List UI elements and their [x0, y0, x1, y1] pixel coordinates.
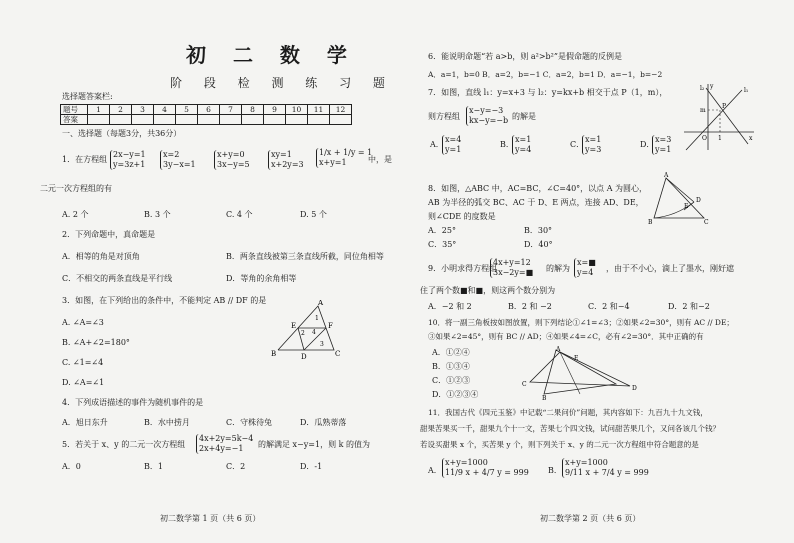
answer-table	[60, 104, 352, 125]
q11-stem-2: 甜果苦果买一千，甜果九个十一文，苦果七个四文钱，试问甜苦果几个，又问各该几个钱？	[420, 424, 720, 433]
table-cell: 12	[330, 105, 352, 115]
q3-option-b[interactable]: B. ∠A+∠2=180°	[62, 338, 130, 347]
svg-text:P: P	[722, 103, 727, 110]
svg-text:B: B	[648, 219, 653, 226]
q5-tail: 的解满足 x−y=1，则 k 的值为	[258, 440, 371, 449]
answer-cell[interactable]	[198, 115, 220, 125]
q9-option-c[interactable]: C．2 和−4	[588, 302, 630, 311]
q10-stem-1: 10．将一副三角板按如图放置，则下列结论①∠1=∠3；②如果∠2=30°，则有 AC // DE；	[428, 318, 734, 327]
q8-option-b[interactable]: B．30°	[524, 226, 553, 235]
q4-option-b[interactable]: B．水中捞月	[144, 418, 190, 427]
q2-option-c[interactable]: C．不相交的两条直线是平行线	[62, 274, 173, 283]
q3-triangle-figure	[268, 300, 348, 360]
q5-option-d[interactable]: D．-1	[300, 462, 323, 471]
table-cell: 10	[286, 105, 308, 115]
q7-graph-figure	[682, 82, 756, 152]
q8-triangle-figure	[646, 172, 726, 228]
q1-option-c[interactable]: C. 4 个	[226, 210, 253, 219]
q6-stem: 6．能说明命题“若 a>b，则 a²>b²”是假命题的反例是	[428, 52, 622, 61]
q10-option-c[interactable]: C．①②③	[432, 376, 471, 385]
answer-table-caption: 选择题答案栏:	[62, 92, 113, 101]
q11-stem-3: 若设买甜果 x 个，买苦果 y 个，则下列关于 x、y 的二元一次方程组中符合题意的是	[420, 440, 699, 449]
answer-cell[interactable]	[176, 115, 198, 125]
page-footer: 初二数学第 2 页（共 6 页）	[540, 514, 641, 523]
svg-text:l₁: l₁	[744, 87, 749, 94]
page-footer: 初二数学第 1 页（共 6 页）	[160, 514, 261, 523]
table-cell: 3	[132, 105, 154, 115]
q8-option-a[interactable]: A．25°	[428, 226, 456, 235]
q11-stem-1: 11．我国古代《四元玉鉴》中记载“二果问价”问题，其内容如下：九百九十九文钱，	[428, 408, 708, 417]
svg-text:B: B	[271, 350, 277, 358]
svg-text:D: D	[632, 385, 637, 392]
q8-stem-2: AB 为半径的弧交 BC、AC 于 D、E 两点，连接 AD、DE，	[428, 198, 644, 207]
svg-text:C: C	[522, 381, 527, 388]
q1-stem: 1．在方程组	[62, 155, 108, 164]
q9-stem: 9．小明求得方程组	[428, 264, 498, 273]
table-cell: 7	[220, 105, 242, 115]
q10-set-square-figure	[520, 346, 640, 402]
q9-system: 4x+y=12 3x−2y=■	[490, 258, 533, 278]
svg-text:E: E	[574, 355, 579, 362]
q7-label-b[interactable]: B．	[500, 140, 514, 149]
q9-option-d[interactable]: D．2 和−2	[668, 302, 710, 311]
q2-option-d[interactable]: D．等角的余角相等	[226, 274, 297, 283]
q11-label-a[interactable]: A．	[428, 466, 442, 475]
svg-text:A: A	[556, 346, 561, 353]
q8-option-c[interactable]: C．35°	[428, 240, 457, 249]
q11-label-b[interactable]: B．	[548, 466, 562, 475]
q1-system-1: 2x−y=1 y=3z+1	[110, 150, 146, 170]
q9-continuation: 住了两个数■和■，则这两个数分别为	[420, 286, 556, 295]
svg-text:C: C	[335, 350, 341, 358]
exam-subtitle: 阶 段 检 测 练 习 题	[170, 76, 394, 90]
svg-text:y: y	[710, 83, 714, 90]
q7-option-b[interactable]: x=1 y=4	[512, 135, 531, 155]
q1-continuation: 二元一次方程组的有	[40, 184, 112, 193]
q4-stem: 4．下列成语描述的事件为随机事件的是	[62, 398, 204, 407]
answer-cell[interactable]	[330, 115, 352, 125]
q1-tail: 中，是	[368, 155, 392, 164]
answer-table-header-row	[61, 105, 352, 115]
svg-text:1: 1	[718, 135, 722, 142]
q10-option-d[interactable]: D．①②③④	[432, 390, 479, 399]
answer-cell[interactable]	[242, 115, 264, 125]
svg-text:1: 1	[315, 315, 319, 322]
table-cell: 题号	[61, 105, 88, 115]
svg-text:C: C	[704, 219, 709, 226]
table-cell: 2	[110, 105, 132, 115]
table-cell: 4	[154, 105, 176, 115]
q11-option-a[interactable]: x+y=1000 11/9 x + 4/7 y = 999	[442, 458, 529, 478]
svg-text:m: m	[700, 107, 706, 114]
q10-option-b[interactable]: B．①③④	[432, 362, 470, 371]
svg-text:D: D	[301, 353, 307, 360]
q5-stem: 5．若关于 x、y 的二元一次方程组	[62, 440, 186, 449]
q1-system-2: x=2 3y−x=1	[160, 150, 196, 170]
q5-system: 4x+2y=5k−4 2x+4y=−1	[196, 434, 253, 454]
svg-text:O: O	[702, 135, 707, 142]
svg-text:A: A	[318, 300, 324, 307]
q7-stem: 7．如图，直线 l₁：y=x+3 与 l₂：y=kx+b 相交于点 P（1，m），	[428, 88, 668, 97]
q6-options[interactable]: A．a=1，b=0 B．a=2，b=−1 C．a=2，b=1 D．a=−1，b=−2	[428, 70, 663, 79]
q11-option-b[interactable]: x+y=1000 9/11 x + 7/4 y = 999	[562, 458, 649, 478]
q1-option-b[interactable]: B. 3 个	[144, 210, 171, 219]
q8-option-d[interactable]: D．40°	[524, 240, 553, 249]
svg-text:A: A	[664, 172, 669, 179]
q5-option-b[interactable]: B．1	[144, 462, 163, 471]
q10-stem-2: ③如果∠2=45°，则有 BC // AD；④如果∠4=∠C，必有∠2=30°．其中正确的有	[428, 332, 704, 341]
table-cell: 11	[308, 105, 330, 115]
svg-text:x: x	[749, 135, 753, 142]
q8-stem-1: 8．如图，△ABC 中，AC=BC，∠C=40°，以点 A 为圆心，	[428, 184, 648, 193]
answer-cell[interactable]	[154, 115, 176, 125]
svg-text:l₂: l₂	[700, 85, 705, 92]
svg-text:B: B	[542, 395, 547, 402]
q3-option-a[interactable]: A. ∠A=∠3	[62, 318, 104, 327]
answer-table-answer-row	[61, 115, 352, 125]
q7-option-c[interactable]: x=1 y=3	[582, 135, 601, 155]
svg-text:E: E	[291, 322, 297, 330]
answer-cell[interactable]	[308, 115, 330, 125]
q9-tail: ，由于不小心，滴上了墨水，刚好遮	[606, 264, 734, 273]
table-cell: 5	[176, 105, 198, 115]
table-cell: 8	[242, 105, 264, 115]
q7-option-a[interactable]: x=4 y=1	[442, 135, 461, 155]
q7-system: x−y=−3 kx−y=−b	[466, 106, 508, 126]
section-heading: 一、选择题（每题3分，共36分）	[62, 129, 182, 138]
table-cell: 9	[264, 105, 286, 115]
q7-continuation-2: 的解是	[512, 112, 536, 121]
q2-option-b[interactable]: B．两条直线被第三条直线所截，同位角相等	[226, 252, 384, 261]
q9-solution: x=■ y=4	[574, 258, 596, 278]
q9-mid: 的解为	[546, 264, 570, 273]
answer-cell[interactable]	[220, 115, 242, 125]
svg-text:3: 3	[320, 341, 324, 348]
svg-text:D: D	[696, 197, 701, 204]
q4-option-a[interactable]: A．旭日东升	[62, 418, 108, 427]
q3-stem: 3．如图，在下列给出的条件中，不能判定 AB // DF 的是	[62, 296, 267, 305]
q2-option-a[interactable]: A．相等的角是对顶角	[62, 252, 140, 261]
q3-option-d[interactable]: D. ∠A=∠1	[62, 378, 105, 387]
table-cell: 6	[198, 105, 220, 115]
table-cell: 1	[88, 105, 110, 115]
svg-text:4: 4	[312, 329, 316, 336]
q9-option-a[interactable]: A．−2 和 2	[428, 302, 472, 311]
q1-option-d[interactable]: D. 5 个	[300, 210, 327, 219]
q1-option-a[interactable]: A. 2 个	[62, 210, 89, 219]
q10-option-a[interactable]: A．①②④	[432, 348, 470, 357]
svg-text:2: 2	[301, 330, 305, 337]
q7-label-a[interactable]: A．	[430, 140, 444, 149]
q5-option-a[interactable]: A．0	[62, 462, 81, 471]
q7-option-d[interactable]: x=3 y=1	[652, 135, 671, 155]
answer-cell[interactable]	[110, 115, 132, 125]
q8-stem-3: 则∠CDE 的度数是	[428, 212, 496, 221]
q5-option-c[interactable]: C．2	[226, 462, 246, 471]
answer-cell[interactable]	[264, 115, 286, 125]
page-right	[420, 0, 794, 543]
answer-cell[interactable]	[132, 115, 154, 125]
table-cell: 答案	[61, 115, 88, 125]
q3-option-c[interactable]: C. ∠1=∠4	[62, 358, 104, 367]
q9-option-b[interactable]: B．2 和 −2	[508, 302, 552, 311]
q7-label-c[interactable]: C．	[570, 140, 585, 149]
q1-system-3: x+y=0 3x−y=5	[214, 150, 250, 170]
q1-system-5: 1/x + 1/y = 1 x+y=1	[316, 148, 372, 168]
svg-text:F: F	[328, 322, 333, 330]
q1-system-4: xy=1 x+2y=3	[268, 150, 304, 170]
q4-option-d[interactable]: D．瓜熟蒂落	[300, 418, 347, 427]
q4-option-c[interactable]: C．守株待兔	[226, 418, 273, 427]
q7-continuation: 则方程组	[428, 112, 460, 121]
q2-stem: 2．下列命题中，真命题是	[62, 230, 156, 239]
q7-label-d[interactable]: D．	[640, 140, 655, 149]
answer-cell[interactable]	[88, 115, 110, 125]
exam-title: 初 二 数 学	[186, 43, 357, 67]
svg-text:E: E	[684, 203, 689, 210]
answer-cell[interactable]	[286, 115, 308, 125]
